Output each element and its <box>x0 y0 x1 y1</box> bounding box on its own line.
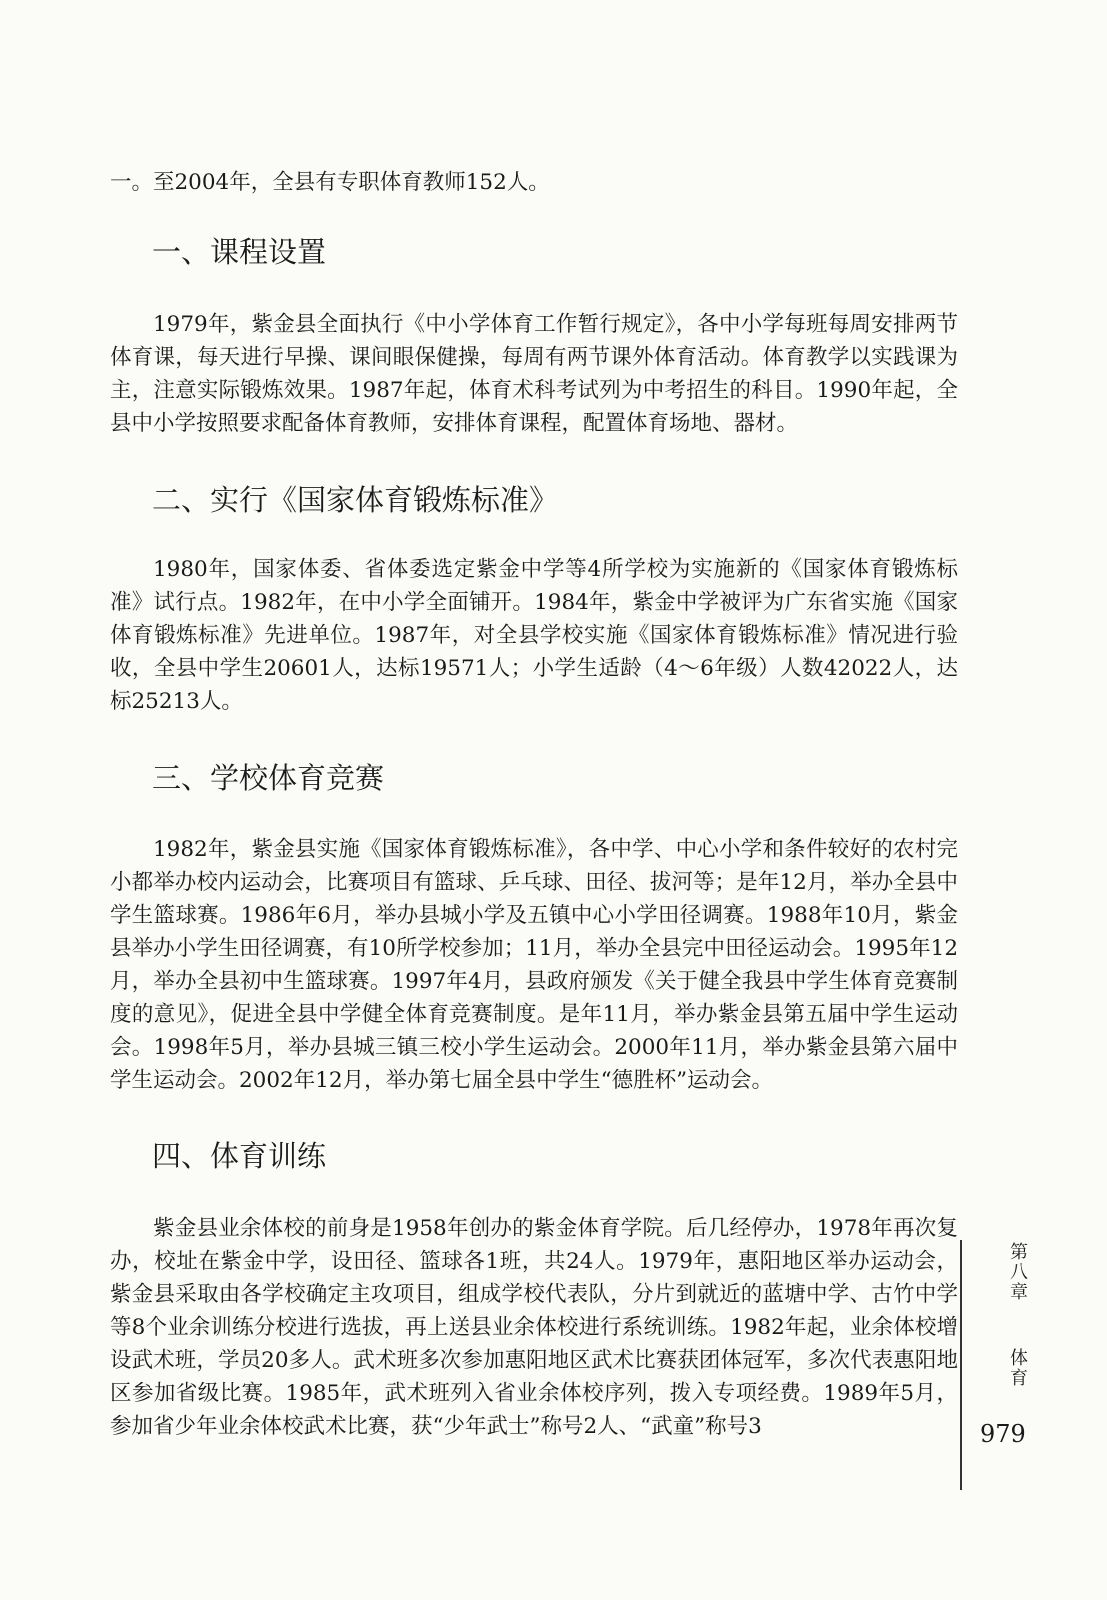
intro-paragraph: 一。至2004年，全县有专职体育教师152人。 <box>110 170 550 195</box>
page-number: 979 <box>980 1420 1026 1448</box>
section-body-1: 1979年，紫金县全面执行《中小学体育工作暂行规定》，各中小学每班每周安排两节体育课，每天进行早操、课间眼保健操，每周有两节课外体育活动。体育教学以实践课为主，注意实际锻炼效果。1987年起，体育术科考试列为中考招生的科目。1990年起，全县中小学按照要求配备体育教师，安排体育课程，配置体育场地、器材。 <box>110 312 958 436</box>
section-body-3: 1982年，紫金县实施《国家体育锻炼标准》，各中学、中心小学和条件较好的农村完小都举办校内运动会，比赛项目有篮球、乒乓球、田径、拔河等；是年12月，举办全县中学生篮球赛。1986年6月，举办县城小学及五镇中心小学田径调赛。1988年10月，紫金县举办小学生田径调赛，有10所学校参加；11月，举办全县完中田径运动会。1995年12月，举办全县初中生篮球赛。1997年4月，县政府颁发《关于健全我县中学生体育竞赛制度的意见》，促进全县中学健全体育竞赛制度。是年11月，举办紫金县第五届中学生运动会。1998年5月，举办县城三镇三校小学生运动会。2000年11月，举办紫金县第六届中学生运动会。2002年12月，举办第七届全县中学生“德胜杯”运动会。 <box>110 837 958 1093</box>
chapter-label: 第八章 <box>1007 1242 1028 1302</box>
section-heading-3: 三、学校体育竞赛 <box>152 761 385 795</box>
section-label: 体育 <box>1007 1348 1028 1388</box>
page-sidebar <box>960 1240 1070 1490</box>
sidebar-rule <box>960 1240 962 1490</box>
section-heading-2: 二、实行《国家体育锻炼标准》 <box>152 483 559 517</box>
section-heading-4: 四、体育训练 <box>152 1139 327 1173</box>
section-heading-1: 一、课程设置 <box>152 235 327 269</box>
section-body-4: 紫金县业余体校的前身是1958年创办的紫金体育学院。后几经停办，1978年再次复办，校址在紫金中学，设田径、篮球各1班，共24人。1979年，惠阳地区举办运动会，紫金县采取由各学校确定主攻项目，组成学校代表队，分片到就近的蓝塘中学、古竹中学等8个业余训练分校进行选拔，再上送县业余体校进行系统训练。1982年起，业余体校增设武术班，学员20多人。武术班多次参加惠阳地区武术比赛获团体冠军，多次代表惠阳地区参加省级比赛。1985年，武术班列入省业余体校序列，拨入专项经费。1989年5月，参加省少年业余体校武术比赛，获“少年武士”称号2人、“武童”称号3 <box>110 1216 958 1439</box>
section-body-2: 1980年，国家体委、省体委选定紫金中学等4所学校为实施新的《国家体育锻炼标准》试行点。1982年，在中小学全面铺开。1984年，紫金中学被评为广东省实施《国家体育锻炼标准》先进单位。1987年，对全县学校实施《国家体育锻炼标准》情况进行验收，全县中学生20601人，达标19571人；小学生适龄（4～6年级）人数42022人，达标25213人。 <box>110 557 958 714</box>
